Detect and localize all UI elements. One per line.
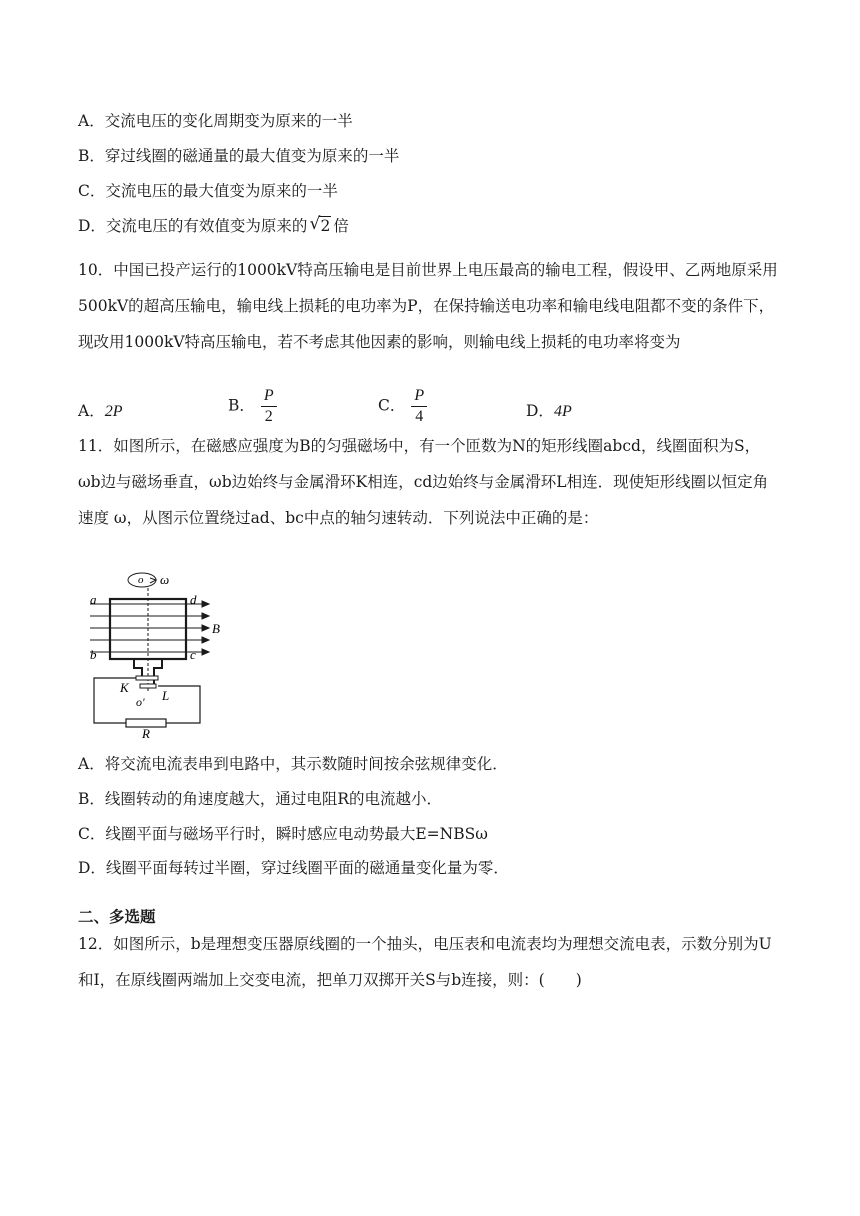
label-a: a (90, 592, 97, 607)
section-heading: 二、多选题 (78, 908, 156, 926)
q10-option-c-label: C． (378, 396, 406, 415)
q10-option-b-label: B． (228, 396, 255, 415)
fraction-numerator: P (261, 386, 277, 407)
slip-ring-l (140, 684, 156, 688)
q10-option-a-label: A． (78, 402, 105, 420)
fraction-denominator: 4 (415, 408, 424, 425)
q10-option-c-fraction (411, 386, 427, 427)
sqrt-symbol: √ 2 (309, 214, 331, 235)
q9-option-a: A．交流电压的变化周期变为原来的一半 (78, 112, 353, 130)
q11-option-d: D．线圈平面每转过半圈，穿过线圈平面的磁通量变化量为零． (78, 859, 509, 877)
coil-lead-left (134, 659, 142, 678)
q10-option-c (378, 386, 427, 427)
q10-option-a-value: 2P (104, 403, 123, 420)
q10-option-a (78, 399, 122, 421)
label-c: c (190, 647, 196, 662)
sqrt-radicand: 2 (320, 217, 331, 235)
q9-option-d-prefix: D．交流电压的有效值变为原来的 (78, 217, 308, 235)
fraction-denominator: 2 (264, 408, 273, 425)
q9-option-d-suffix: 倍 (333, 217, 349, 235)
label-R: R (142, 726, 150, 738)
q10-option-b (228, 386, 277, 427)
q11-option-c: C．线圈平面与磁场平行时，瞬时感应电动势最大E=NBSω (78, 825, 488, 843)
label-b: b (90, 647, 97, 662)
circuit-wire-left (94, 678, 136, 723)
label-o-top: o (138, 574, 144, 586)
q10-option-b-fraction (261, 386, 277, 427)
q10-option-d-value: 4P (553, 403, 572, 420)
label-d: d (190, 592, 197, 607)
label-B: B (212, 621, 220, 636)
q9-option-b: B．穿过线圈的磁通量的最大值变为原来的一半 (78, 147, 400, 165)
q9-option-c: C．交流电压的最大值变为原来的一半 (78, 182, 338, 200)
label-K: K (120, 680, 129, 695)
coil-figure (80, 566, 230, 738)
q10-option-d-label: D． (526, 402, 554, 420)
label-omega: ω (160, 572, 170, 587)
q10-option-d (526, 399, 572, 421)
q11-stem: 11．如图所示，在磁感应强度为B的匀强磁场中，有一个匝数为N的矩形线圈abcd，线圈面积为S，ωb边与磁场垂直，ωb边始终与金属滑环K相连，cd边始终与金属滑环L相连．现使矩形线圈以恒定角速度 ω，从图示位置绕过ad、bc中点的轴匀速转动．下列说法中正确的是： (78, 437, 769, 527)
q11-option-a: A．将交流电流表串到电路中，其示数随时间按余弦规律变化． (78, 755, 508, 773)
label-o-bottom: o' (136, 695, 145, 709)
q12-stem: 12．如图所示，b是理想变压器原线圈的一个抽头，电压表和电流表均为理想交流电表，示数分别为U和I，在原线圈两端加上交变电流，把单刀双掷开关S与b连接，则：( ) (78, 935, 772, 989)
slip-ring-k (136, 676, 158, 680)
q11-option-b: B．线圈转动的角速度越大，通过电阻R的电流越小． (78, 790, 443, 808)
fraction-numerator: P (411, 386, 427, 407)
q10-stem: 10．中国已投产运行的1000kV特高压输电是目前世界上电压最高的输电工程，假设甲、乙两地原采用500kV的超高压输电，输电线上损耗的电功率为P，在保持输送电功率和输电线电阻都不变的条件下，现改用1000kV特高压输电，若不考虑其他因素的影响，则输电线上损耗的电功率将变为 (78, 261, 778, 351)
label-L: L (162, 688, 170, 703)
q9-option-d (78, 216, 349, 236)
